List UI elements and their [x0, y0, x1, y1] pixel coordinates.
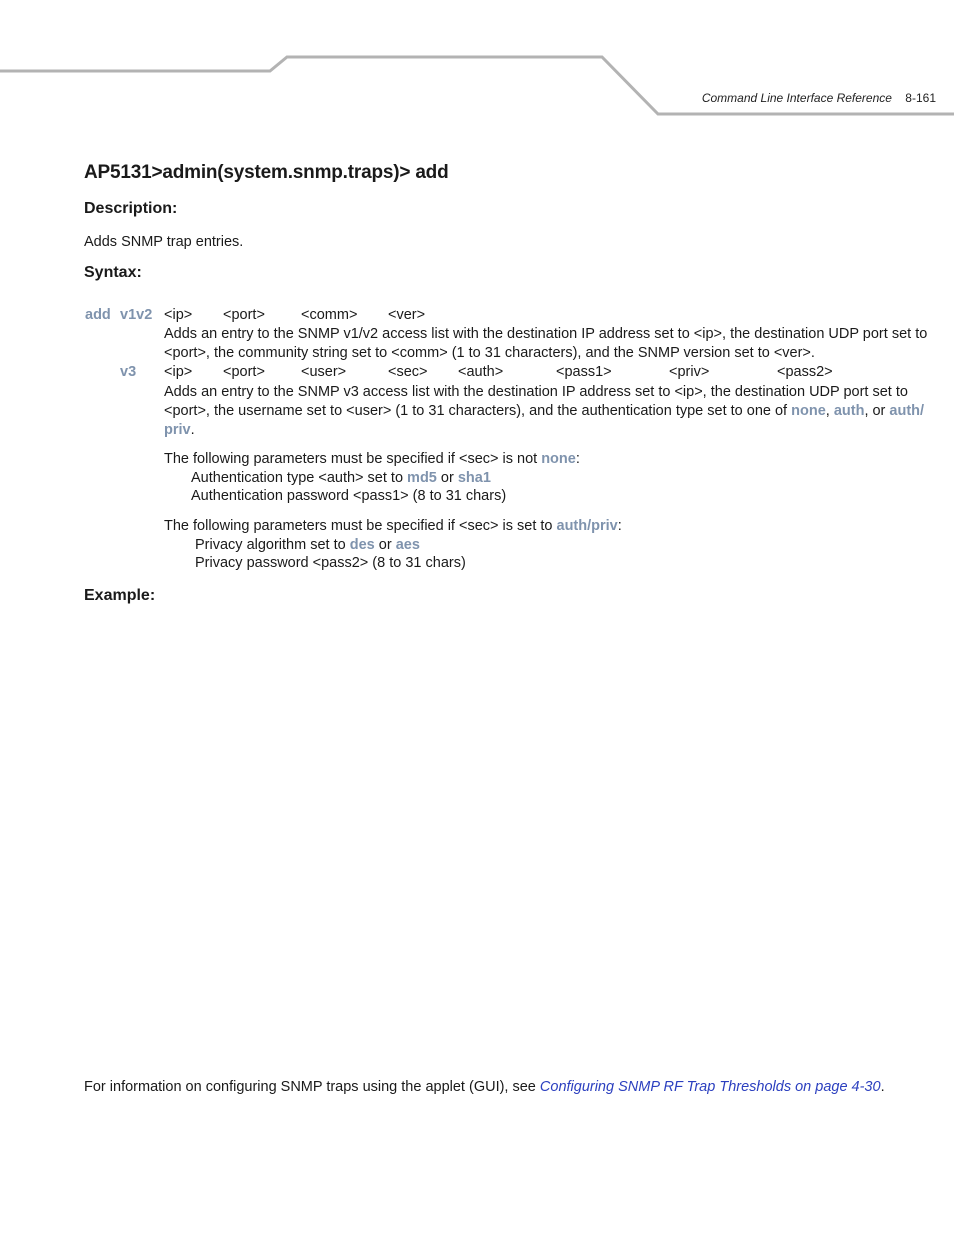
param-priv: <priv>: [669, 364, 710, 380]
separator: , or: [864, 403, 890, 419]
cross-reference-link[interactable]: Configuring SNMP RF Trap Thresholds on page 4-30: [539, 1079, 881, 1095]
v3-description-line1: Adds an entry to the SNMP v3 access list with the destination IP address set to <ip>, the destination UDP port set to: [164, 384, 908, 400]
keyword-md5: md5: [407, 470, 437, 486]
description-label: Description:: [84, 200, 178, 217]
v1v2-description-line2: <port>, the community string set to <comm> (1 to 31 characters), and the SNMP version set to <ver>.: [164, 345, 815, 361]
param-pass2: <pass2>: [777, 364, 833, 380]
command-heading: AP5131>admin(system.snmp.traps)> add: [84, 162, 449, 183]
running-header: [702, 91, 936, 105]
privacy-algorithm-line: [195, 536, 420, 555]
not-none-prefix: The following parameters must be specified if <sec> is not: [164, 451, 542, 467]
param-auth: <auth>: [458, 364, 504, 380]
keyword-auth-priv: auth/priv: [556, 518, 618, 534]
auth-priv-prefix: The following parameters must be specified if <sec> is set to: [164, 518, 557, 534]
param-port: <port>: [223, 364, 265, 380]
footer-suffix: .: [880, 1079, 885, 1095]
syntax-label: Syntax:: [84, 264, 142, 281]
syntax-keyword-v3: v3: [120, 364, 137, 380]
colon: :: [575, 451, 580, 467]
auth-type-prefix: Authentication type <auth> set to: [191, 470, 408, 486]
privacy-algorithm-prefix: Privacy algorithm set to: [195, 537, 350, 553]
or-text: or: [374, 537, 396, 553]
period: .: [190, 422, 195, 438]
keyword-none: none: [791, 403, 826, 419]
page-number: 8-161: [905, 91, 936, 105]
param-ip: <ip>: [164, 364, 193, 380]
param-ip: <ip>: [164, 307, 193, 323]
keyword-auth-priv-part2: priv: [164, 422, 191, 438]
v3-description-line3: [164, 421, 195, 440]
separator: ,: [825, 403, 834, 419]
param-sec: <sec>: [388, 364, 428, 380]
auth-password-line: Authentication password <pass1> (8 to 31 chars): [191, 488, 507, 504]
syntax-row-v3: [0, 363, 954, 382]
privacy-password-line: Privacy password <pass2> (8 to 31 chars): [195, 555, 466, 571]
syntax-command-add: add: [85, 307, 111, 323]
v1v2-description-line1: Adds an entry to the SNMP v1/v2 access list with the destination IP address set to <ip>, the destination UDP port set to: [164, 326, 928, 342]
v3-description-line2: [164, 402, 924, 421]
keyword-sha1: sha1: [457, 470, 491, 486]
param-port: <port>: [223, 307, 265, 323]
footer-note: [84, 1078, 885, 1097]
or-text: or: [436, 470, 458, 486]
keyword-auth-priv-part1: auth/: [889, 403, 925, 419]
syntax-row-v1v2: [0, 306, 954, 325]
keyword-des: des: [349, 537, 375, 553]
not-none-intro: [164, 450, 580, 469]
param-comm: <comm>: [301, 307, 358, 323]
keyword-aes: aes: [395, 537, 420, 553]
syntax-keyword-v1v2: v1v2: [120, 307, 153, 323]
example-label: Example:: [84, 587, 156, 604]
description-text: Adds SNMP trap entries.: [84, 234, 244, 250]
param-user: <user>: [301, 364, 347, 380]
v3-description-prefix: <port>, the username set to <user> (1 to 31 characters), and the authentication type set to one of: [164, 403, 792, 419]
auth-type-line: [191, 469, 491, 488]
running-title: Command Line Interface Reference: [701, 91, 892, 105]
keyword-none: none: [541, 451, 576, 467]
auth-priv-intro: [164, 517, 622, 536]
colon: :: [617, 518, 622, 534]
footer-prefix: For information on configuring SNMP traps using the applet (GUI), see: [84, 1079, 540, 1095]
keyword-auth: auth: [833, 403, 865, 419]
param-pass1: <pass1>: [556, 364, 612, 380]
param-ver: <ver>: [388, 307, 426, 323]
